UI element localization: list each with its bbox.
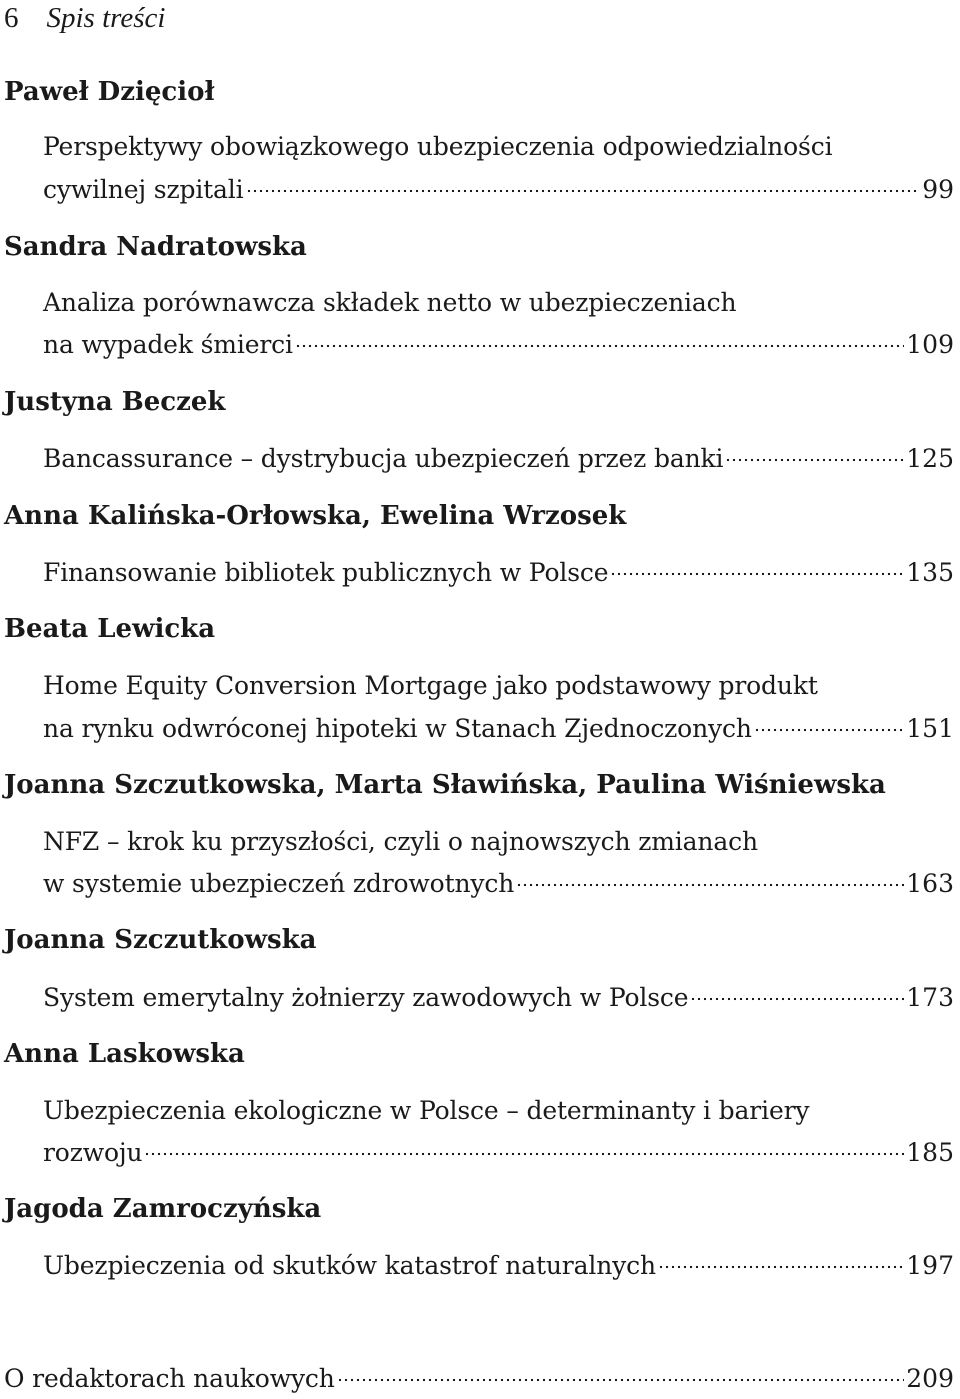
toc-title-text: w systemie ubezpieczeń zdrowotnych [43, 869, 515, 898]
toc-title-text: na wypadek śmierci [43, 330, 293, 359]
running-title: Spis treści [46, 1, 166, 34]
toc-page-number: 197 [906, 1251, 954, 1280]
toc-title-line [43, 980, 954, 1016]
dot-leader [144, 1151, 904, 1162]
toc-page-number: 151 [906, 714, 954, 743]
dot-leader [725, 457, 904, 468]
toc-author: Jagoda Zamroczyńska [4, 1194, 322, 1224]
toc-title-line [43, 866, 954, 902]
page-number: 6 [4, 1, 19, 34]
toc-title-line [43, 711, 954, 747]
toc-title-text: Bancassurance – dystrybucja ubezpieczeń przez banki [43, 444, 724, 473]
toc-title-text: Ubezpieczenia od skutków katastrof naturalnych [43, 1251, 656, 1280]
toc-author: Joanna Szczutkowska, Marta Sławińska, Paulina Wiśniewska [4, 770, 886, 800]
toc-author: Paweł Dzięcioł [4, 77, 215, 107]
toc-title-text: NFZ – krok ku przyszłości, czyli o najnowszych zmianach [43, 827, 758, 856]
toc-title-line [43, 129, 954, 165]
toc-title-line [43, 1248, 954, 1284]
toc-title-text: Analiza porównawcza składek netto w ubezpieczeniach [43, 288, 737, 317]
dot-leader [337, 1377, 905, 1388]
toc-title-line [43, 1135, 954, 1171]
toc-final-line [4, 1361, 954, 1397]
toc-author: Joanna Szczutkowska [4, 925, 317, 955]
dot-leader [246, 188, 921, 199]
toc-title-line [43, 824, 954, 860]
dot-leader [295, 343, 904, 354]
dot-leader [610, 571, 904, 582]
toc-title-line [43, 441, 954, 477]
toc-page-number: 163 [906, 869, 954, 898]
toc-author: Anna Kalińska-Orłowska, Ewelina Wrzosek [4, 501, 627, 531]
dot-leader [658, 1264, 904, 1275]
dot-leader [690, 996, 904, 1007]
toc-author: Anna Laskowska [4, 1039, 245, 1069]
toc-title-text: rozwoju [43, 1138, 143, 1167]
toc-page-number: 109 [906, 330, 954, 359]
toc-title-text: na rynku odwróconej hipoteki w Stanach Zjednoczonych [43, 714, 752, 743]
page-header [4, 0, 165, 36]
toc-page-number: 135 [906, 558, 954, 587]
toc-title-text: cywilnej szpitali [43, 175, 244, 204]
toc-title-line [43, 172, 954, 208]
dot-leader [516, 882, 904, 893]
toc-page-number: 185 [906, 1138, 954, 1167]
toc-author: Justyna Beczek [4, 387, 226, 417]
toc-title-text: System emerytalny żołnierzy zawodowych w Polsce [43, 983, 689, 1012]
toc-page-number: 125 [906, 444, 954, 473]
toc-final-title: O redaktorach naukowych [4, 1364, 335, 1393]
toc-title-line [43, 327, 954, 363]
toc-page-number: 209 [906, 1364, 954, 1393]
toc-title-text: Finansowanie bibliotek publicznych w Polsce [43, 558, 609, 587]
toc-title-text: Home Equity Conversion Mortgage jako podstawowy produkt [43, 671, 818, 700]
dot-leader [754, 727, 904, 738]
toc-title-line [43, 668, 954, 704]
toc-author: Sandra Nadratowska [4, 232, 307, 262]
toc-title-line [43, 285, 954, 321]
toc-page-number: 99 [922, 175, 954, 204]
toc-page-number: 173 [906, 983, 954, 1012]
toc-title-line [43, 1093, 954, 1129]
toc-title-text: Perspektywy obowiązkowego ubezpieczenia odpowiedzialności [43, 132, 833, 161]
toc-title-line [43, 555, 954, 591]
toc-author: Beata Lewicka [4, 614, 216, 644]
toc-title-text: Ubezpieczenia ekologiczne w Polsce – determinanty i bariery [43, 1096, 810, 1125]
